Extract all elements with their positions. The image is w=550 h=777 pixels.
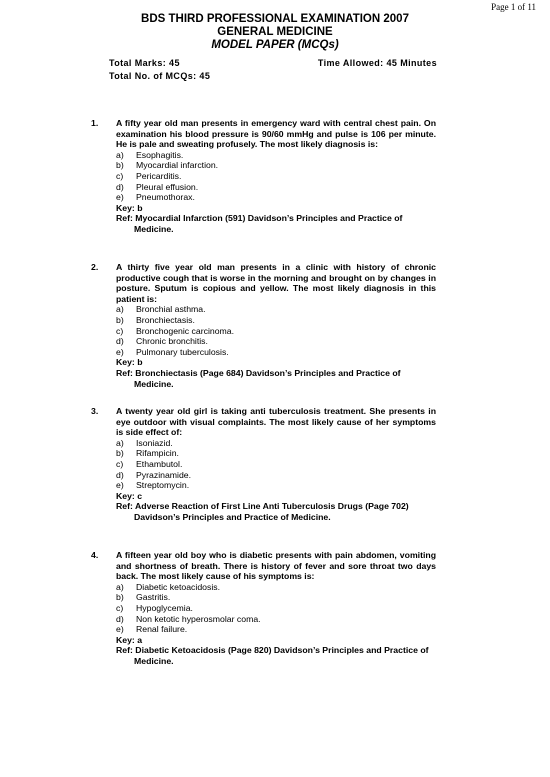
exam-title: BDS THIRD PROFESSIONAL EXAMINATION 2007 [141,13,409,25]
option [116,182,436,193]
answer-key: Key: a [116,634,143,645]
question-block [91,550,436,667]
option-letter: e) [116,624,124,635]
option-letter: a) [116,149,124,160]
time-allowed: Time Allowed: 45 Minutes [317,58,437,68]
paper-subtitle: MODEL PAPER (MCQs) [211,39,339,51]
option [116,171,436,182]
option-letter: c) [116,602,124,613]
option-text: Bronchogenic carcinoma. [136,325,235,336]
total-marks: Total Marks: 45 [109,58,180,68]
option-text: Myocardial infarction. [136,160,219,171]
option [116,347,436,358]
option-text: Gastritis. [136,592,171,603]
option-letter: c) [116,170,124,181]
option-letter: e) [116,480,124,491]
answer-key: Key: c [116,490,143,501]
question-number: 4. [91,550,99,560]
option [116,150,436,161]
option [116,336,436,347]
subject-title: GENERAL MEDICINE [217,26,333,38]
option-text: Chronic bronchitis. [136,336,208,347]
option-letter: a) [116,304,124,315]
question-number: 3. [91,406,99,416]
page-number: Page 1 of 11 [491,2,536,12]
option [116,582,436,593]
option-letter: a) [116,437,124,448]
option-letter: a) [116,581,124,592]
question-text: A fifteen year old boy who is diabetic presents with pain abdomen, vomiting and shortness of breath. There is history of fever and sore throat two days back. The most likely cause of his symptoms is: [116,550,436,582]
option-text: Bronchial asthma. [136,304,206,315]
option-text: Ethambutol. [136,458,183,469]
exam-header [0,13,550,52]
total-mcqs: Total No. of MCQs: 45 [109,71,211,81]
answer-key: Key: b [116,357,143,368]
option-text: Isoniazid. [136,437,173,448]
option [116,470,436,481]
option [116,160,436,171]
option-letter: d) [116,613,124,624]
option [116,603,436,614]
option [116,624,436,635]
question-block [91,118,436,235]
option [116,315,436,326]
option-letter: c) [116,458,124,469]
option-letter: b) [116,160,124,171]
reference: Ref: Diabetic Ketoacidosis (Page 820) Davidson’s Principles and Practice of Medicine. [116,645,429,666]
option-letter: e) [116,192,124,203]
option-letter: d) [116,469,124,480]
reference: Ref: Bronchiectasis (Page 684) Davidson’s Principles and Practice of Medicine. [116,367,401,389]
option-text: Streptomycin. [136,480,190,491]
reference: Ref: Myocardial Infarction (591) Davidson’s Principles and Practice of Medicine. [116,213,403,234]
question-text: A thirty five year old man presents in a clinic with history of chronic productive cough that is worse in the morning and brought on by changes in posture. Sputum is copious and yellow. The most likely diagnosis in this patient is: [116,262,436,304]
option [116,448,436,459]
exam-meta [109,57,437,83]
answer-key: Key: b [116,202,143,213]
question-number: 1. [91,118,99,128]
option-text: Renal failure. [136,624,188,635]
option [116,326,436,337]
option [116,304,436,315]
option [116,592,436,603]
reference: Ref: Adverse Reaction of First Line Anti Tuberculosis Drugs (Page 702) Davidson’s Principles and Practice of Medicine. [116,501,409,522]
option-text: Non ketotic hyperosmolar coma. [136,613,261,624]
option-letter: d) [116,181,124,192]
option-text: Esophagitis. [136,149,184,160]
option-letter: b) [116,314,124,325]
option-text: Pneumothorax. [136,192,195,203]
option-letter: d) [116,336,124,347]
option-text: Pyrazinamide. [136,469,192,480]
option-text: Pleural effusion. [136,181,199,192]
question-number: 2. [91,262,99,272]
question-text: A twenty year old girl is taking anti tuberculosis treatment. She presents in eye outdoor with visual complaints. The most likely cause of her symptoms is side effect of: [116,406,436,438]
option-text: Rifampicin. [136,448,179,459]
option-letter: c) [116,325,124,336]
option-letter: e) [116,346,124,357]
option [116,614,436,625]
option [116,480,436,491]
question-block [91,262,436,389]
option-text: Pericarditis. [136,170,182,181]
option-text: Bronchiectasis. [136,314,195,325]
option [116,459,436,470]
option-letter: b) [116,592,124,603]
option [116,192,436,203]
option-letter: b) [116,448,124,459]
option-text: Pulmonary tuberculosis. [136,346,229,357]
question-text: A fifty year old man presents in emergency ward with central chest pain. On examination his blood pressure is 90/60 mmHg and pulse is 106 per minute. He is pale and sweating profusely. The most likely diagnosis is: [116,118,436,150]
question-block [91,406,436,523]
option [116,438,436,449]
option-text: Hypoglycemia. [136,602,193,613]
option-text: Diabetic ketoacidosis. [136,581,221,592]
